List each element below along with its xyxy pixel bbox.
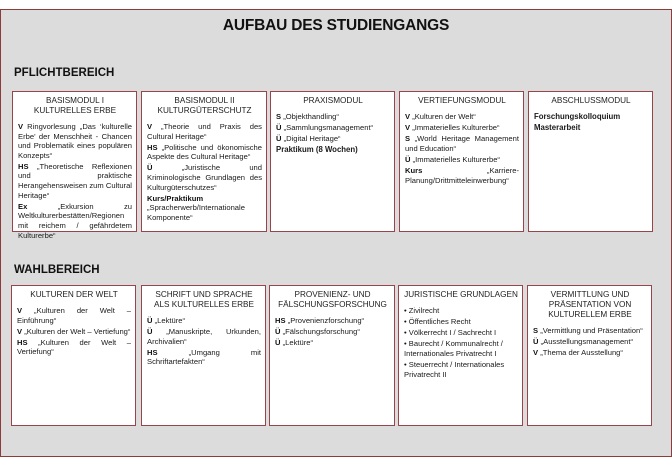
course-type-code: HS: [147, 142, 158, 152]
course-type-code: Ü: [533, 337, 539, 347]
course-item: [405, 123, 519, 133]
course-title: „Juristische und Kriminologische Grundlagen des Kulturgüterschutzes“: [147, 163, 262, 192]
course-type-code: S: [276, 112, 282, 121]
module-title: VERMITTLUNG UND PRÄSENTATION VON KULTURELLEM ERBE: [548, 290, 632, 319]
course-title: Baurecht / Kommunalrecht / Internationales Privatrecht I: [404, 339, 503, 358]
course-title: „Theoretische Reflexionen und praktische Herangehensweisen zum Cultural Heritage“: [18, 161, 132, 200]
course-title: Zivilrecht: [408, 306, 440, 315]
course-title: „Kulturen der Welt – Vertiefung“: [24, 326, 131, 336]
module-title: BASISMODUL II KULTURGÜTERSCHUTZ: [157, 96, 252, 115]
module-vertiefungsmodul: [399, 91, 524, 232]
course-title: „Thema der Ausstellung“: [540, 348, 623, 358]
course-title: „Sammlungsmanagement“: [283, 123, 374, 133]
course-type-code: S: [533, 326, 539, 335]
course-title: „Kulturen der Welt – Einführung“: [17, 306, 131, 325]
course-type-code: •: [404, 317, 407, 327]
course-item: [17, 306, 131, 325]
course-type-code: HS: [17, 337, 28, 347]
course-title: „World Heritage Management und Education“: [405, 134, 519, 153]
course-item: [405, 134, 519, 153]
course-item: [533, 326, 647, 336]
course-item: [18, 122, 132, 160]
course-item: [18, 162, 132, 200]
course-type-code: Ex: [18, 201, 28, 211]
course-title: „Vermittlung und Präsentation“: [540, 326, 643, 335]
module-basismodul-1: [12, 91, 137, 240]
course-item: [405, 155, 519, 165]
module-requirement: Praktikum (8 Wochen): [276, 145, 358, 155]
course-title: „Ausstellungsmanagement“: [540, 337, 634, 347]
module-vermittlung-praesentation: [527, 285, 652, 426]
course-title: „Manuskripte, Urkunden, Archivalien“: [147, 327, 261, 346]
course-item: [147, 316, 261, 326]
module-abschlussmodul: [528, 91, 653, 232]
course-title: „Spracherwerb/Internationale Komponente“: [147, 203, 245, 222]
course-item: [147, 143, 262, 162]
course-type-code: •: [404, 359, 407, 369]
module-requirement: Masterarbeit: [534, 123, 581, 133]
course-title: „Umgang mit Schriftartefakten“: [147, 347, 261, 367]
course-type-code: HS: [147, 347, 158, 357]
module-title: ABSCHLUSSMODUL: [551, 96, 631, 105]
module-schrift-und-sprache: [141, 285, 266, 426]
course-item: [275, 338, 390, 348]
course-item: [533, 337, 647, 347]
course-type-code: Kurs/Praktikum: [147, 193, 204, 203]
course-title: „Objekthandling“: [283, 112, 339, 121]
module-title: PROVENIENZ- UND FÄLSCHUNGSFORSCHUNG: [278, 290, 387, 309]
course-title: „Lektüre“: [282, 338, 313, 348]
course-item: [147, 327, 261, 346]
course-item: [404, 339, 518, 358]
section-heading-pflichtbereich: PFLICHTBEREICH: [14, 67, 115, 79]
course-item: [405, 112, 519, 122]
course-type-code: •: [404, 306, 407, 315]
course-title: Öffentliches Recht: [408, 317, 471, 327]
course-type-code: Ü: [275, 327, 281, 337]
course-title: „Fälschungsforschung“: [282, 327, 360, 337]
course-item: [17, 338, 131, 357]
course-type-code: Ü: [275, 338, 281, 348]
module-juristische-grundlagen: [398, 285, 523, 426]
course-type-code: V: [147, 122, 153, 131]
course-title: „Digital Heritage“: [283, 134, 341, 144]
course-title: Ringvorlesung „Das ‘kulturelle Erbe’ der Menschheit - Chancen und Problematik eines populären Konzepts“: [18, 122, 132, 160]
module-provenienz-faelschung: [269, 285, 395, 426]
module-praxismodul: [270, 91, 395, 232]
course-type-code: Ü: [147, 163, 153, 173]
course-type-code: Ü: [276, 123, 282, 133]
module-kulturen-der-welt: [11, 285, 136, 426]
course-title: „Kulturen der Welt“: [412, 112, 476, 121]
course-type-code: V: [533, 348, 539, 358]
course-type-code: HS: [18, 161, 29, 171]
course-item: [276, 134, 390, 144]
module-title: VERTIEFUNGSMODUL: [418, 96, 506, 105]
course-title: „Exkursion zu Weltkulturerbestätten/Regionen mit reichem / gefährdetem Kulturerbe“: [18, 201, 132, 240]
course-item: [404, 306, 518, 316]
course-type-code: S: [405, 134, 411, 144]
module-title: KULTUREN DER WELT: [30, 290, 118, 299]
course-title: „Kulturen der Welt – Vertiefung“: [17, 337, 131, 357]
course-item: [147, 163, 262, 192]
course-type-code: Ü: [405, 154, 411, 164]
module-title: JURISTISCHE GRUNDLAGEN: [404, 290, 518, 299]
course-type-code: •: [404, 339, 407, 349]
course-item: [404, 328, 518, 338]
course-type-code: Kurs: [405, 165, 423, 175]
course-type-code: V: [405, 112, 411, 121]
course-title: Steuerrecht / Internationales Privatrecht II: [404, 359, 505, 379]
course-type-code: Ü: [276, 134, 282, 144]
course-type-code: V: [17, 326, 23, 336]
course-item: [276, 123, 390, 133]
course-item: [147, 348, 261, 367]
course-item: [276, 112, 390, 122]
course-item: [275, 316, 390, 326]
course-item: [275, 327, 390, 337]
module-basismodul-2: [141, 91, 267, 232]
course-item: [17, 327, 131, 337]
course-title: „Karriere-Planung/Drittmitteleinwerbung“: [405, 165, 519, 185]
course-item: [18, 202, 132, 240]
course-title: „Immaterielles Kulturerbe“: [412, 123, 500, 133]
course-type-code: •: [404, 328, 407, 338]
course-title: „Theorie und Praxis des Cultural Heritage“: [147, 122, 262, 141]
course-type-code: HS: [275, 316, 286, 325]
course-title: „Lektüre“: [154, 316, 185, 325]
course-title: „Politische und ökonomische Aspekte des Cultural Heritage“: [147, 142, 262, 162]
course-item: [147, 122, 262, 141]
course-item: [404, 317, 518, 327]
course-item: [147, 194, 262, 223]
course-item: [404, 360, 518, 379]
course-type-code: V: [18, 122, 24, 131]
page-title: AUFBAU DES STUDIENGANGS: [222, 17, 450, 34]
course-type-code: Ü: [147, 327, 153, 337]
course-title: Völkerrecht I / Sachrecht I: [408, 328, 497, 338]
module-title: PRAXISMODUL: [303, 96, 363, 105]
course-type-code: Ü: [147, 316, 153, 325]
course-type-code: V: [405, 123, 411, 133]
module-title: BASISMODUL I KULTURELLES ERBE: [33, 96, 117, 115]
module-title: SCHRIFT UND SPRACHE ALS KULTURELLES ERBE: [154, 290, 254, 309]
module-requirement: Forschungskolloquium: [534, 112, 621, 121]
course-item: [533, 348, 647, 358]
course-type-code: V: [17, 306, 23, 315]
course-title: „Immaterielles Kulturerbe“: [412, 154, 500, 164]
section-heading-wahlbereich: WAHLBEREICH: [14, 264, 100, 276]
course-title: „Provenienzforschung“: [287, 316, 365, 325]
course-item: [405, 166, 519, 185]
